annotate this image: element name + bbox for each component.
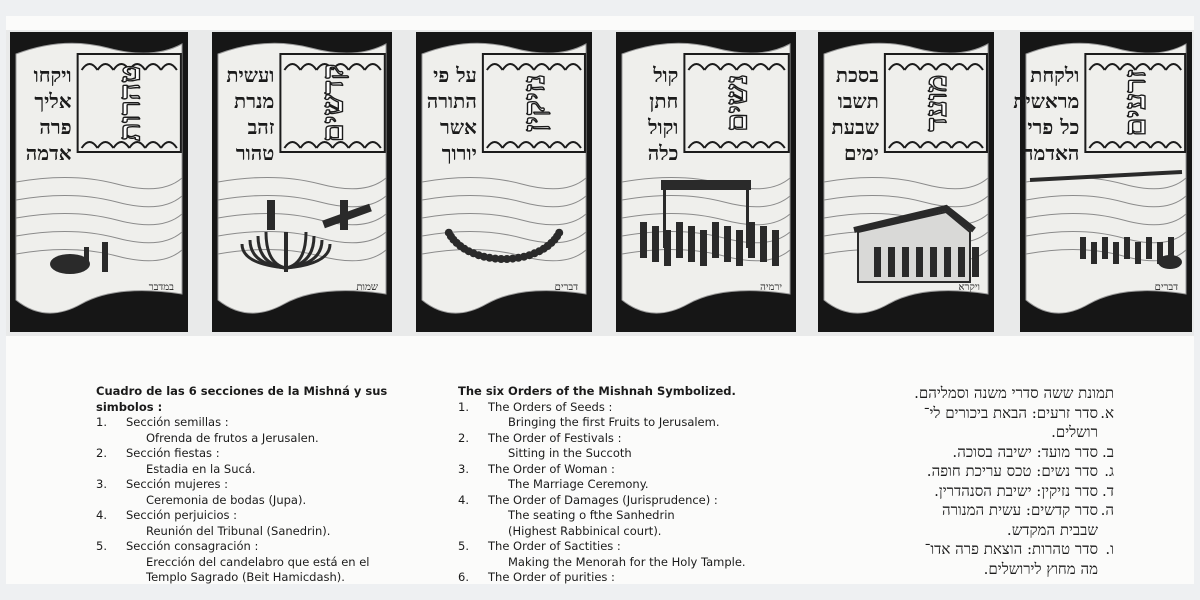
spanish-title-line1: Cuadro de las 6 secciones de la Mishná y sus [96,384,388,398]
panel-verse-word: שבעת [831,115,879,139]
hebrew-item-number: ו. [1105,540,1114,558]
spanish-item-number: 4. [96,508,107,522]
english-item [458,431,798,447]
panel-3 [416,32,592,332]
hebrew-item-text: סדר נשים: טכס עריכת חופה. [926,462,1098,480]
spanish-item-label: Sección semillas : [126,415,229,429]
panel-caption: שמות [356,282,378,293]
panel-big-title: מועד [918,74,954,132]
english-item-number: 4. [458,492,469,507]
hebrew-item-number: ג. [1104,462,1114,480]
hebrew-item-number: ד. [1102,481,1114,500]
hebrew-item-continuation: רושלים. [1051,423,1098,441]
hebrew-list [814,404,1114,580]
spanish-title-line2: simbolos : [96,399,163,414]
panel-verse-word: כלה [647,141,679,165]
spanish-item-label: Sección mujeres : [126,477,229,491]
english-item-description: The Marriage Ceremony. [508,477,649,491]
panel-verse-word: ימים [844,141,879,165]
hebrew-legend [814,384,1114,579]
spanish-legend [96,384,416,586]
hebrew-item-continuation: מה מחוץ לירושלים. [983,559,1098,578]
person-figure [102,242,108,272]
panel-verse-word: אשר [440,115,477,139]
panel-2 [212,32,392,332]
english-item [458,539,798,555]
hebrew-item [814,501,1114,521]
english-item-number: 1. [458,399,469,414]
panel-art [212,32,392,332]
panel-verse-word: קול [653,63,679,87]
panel-big-title: נשים [719,74,755,132]
panel-caption: דברים [554,282,578,293]
english-item [458,400,798,416]
panel-big-title: קדשים [315,63,351,143]
english-item-description: Making the Menorah for the Holy Tample. [508,554,746,569]
panel-verse-word: כל פרי [1027,115,1080,139]
spanish-item-description: Ceremonia de bodas (Jupa). [146,492,307,507]
english-item-label: The Order of Festivals : [488,430,622,445]
panel-verse-word: ועשית [226,63,275,87]
english-item-description: The seating o fthe Sanhedrin [508,508,675,522]
hebrew-item-number: ה. [1100,501,1114,519]
english-item [458,570,798,586]
spanish-item-number: 1. [96,415,107,429]
panel-caption: דברים [1154,282,1178,293]
hebrew-item-text: סדר מועד: ישיבה בסוכה. [952,442,1098,461]
panel-1 [10,32,188,332]
hebrew-item-text: סדר קדשים: עשית המנורה [941,501,1098,519]
panel-art [1013,32,1192,332]
panel-big-title: נזיקין [516,74,552,132]
panel-verse-word: מראשית [1013,89,1080,113]
spanish-item-number: 3. [96,477,107,491]
hebrew-item-number: א. [1100,403,1114,422]
hebrew-item-number: ב. [1102,442,1114,461]
hebrew-item [814,443,1114,463]
spanish-item-label: Sección consagración : [126,539,259,553]
spanish-item-description: Erección del candelabro que está en el [146,554,370,569]
spanish-item [96,446,416,462]
english-item-number: 5. [458,539,469,553]
hebrew-item-text: סדר טהרות: הוצאת פרה אדו־ [924,540,1098,558]
spanish-item-description: Templo Sagrado (Beit Hamicdash). [146,570,345,584]
panel-verse-word: פרה [39,115,72,139]
english-item-label: The Order of purities : [488,570,615,584]
panel-caption: ויקרא [958,282,980,293]
panel-big-title: טהרות [112,64,148,142]
panel-caption: ירמיה [760,282,782,293]
hebrew-item-continuation: שבבית המקדש. [1006,520,1098,539]
panel-verse-word: אליך [34,89,72,113]
panel-verse-word: מנרת [234,89,275,113]
english-title: The six Orders of the Mishnah Symbolized. [458,384,736,398]
panel-caption: במדבר [148,282,174,293]
panel-verse-word: האדמה [1022,141,1080,165]
panel-verse-word: ויקחו [33,63,72,87]
english-item-number: 3. [458,461,469,476]
hebrew-item-text: סדר זרעים: הבאת ביכורים לי־ [923,403,1098,422]
english-item [458,493,798,509]
panel-verse-word: תשבו [837,89,879,113]
spanish-item [96,415,416,431]
panel-verse-word: התורה [426,89,477,113]
panel-art [818,32,994,332]
panel-verse-word: אדמה [25,141,72,165]
english-item-description: Bringing the first Fruits to Jerusalem. [508,415,720,429]
spanish-item-number: 5. [96,539,107,553]
hebrew-item [814,404,1114,424]
english-item [458,462,798,478]
spanish-item-label: Sección perjuicios : [126,508,238,522]
hebrew-item [814,462,1114,482]
panel-verse-word: בסכת [835,63,879,87]
english-legend [458,384,798,586]
spanish-item [96,477,416,493]
english-item-label: The Order of Sactities : [488,539,621,553]
english-item-number: 2. [458,430,469,445]
spanish-list [96,415,416,586]
document-page [6,16,1194,584]
english-list [458,400,798,586]
panel-big-title: זרעים [1118,69,1154,137]
hebrew-title: תמונת ששה סדרי משנה וסמליהם. [914,384,1114,402]
panel-verse-word: זהב [247,115,275,139]
english-item-description: Sitting in the Succoth [508,446,632,460]
panel-verse-word: חתן [649,89,679,113]
panel-4 [616,32,796,332]
panel-verse-word: וקול [648,115,679,139]
panel-6 [1013,32,1192,332]
panel-verse-word: על פי [433,63,477,87]
spanish-item [96,539,416,555]
panel-art [616,32,796,332]
hebrew-item [814,540,1114,560]
panel-verse-word: ולקחת [1030,63,1080,87]
panel-verse-word: יורוך [441,141,477,165]
panel-verse-word: טהור [235,141,275,165]
english-item-number: 6. [458,570,469,584]
english-item-label: The Orders of Seeds : [488,399,613,414]
hebrew-item-text: סדר נזיקין: ישיבת הסנהדרין. [934,481,1098,500]
panel-art [416,32,592,332]
spanish-item-number: 2. [96,446,107,460]
hebrew-item [814,482,1114,502]
spanish-item-description: Estadia en la Sucá. [146,461,256,476]
spanish-item [96,508,416,524]
english-item-label: The Order of Damages (Jurisprudence) : [488,492,718,507]
spanish-item-description: Reunión del Tribunal (Sanedrin). [146,523,331,538]
spanish-item-description: Ofrenda de frutos a Jerusalen. [146,430,319,445]
panel-5 [818,32,994,332]
english-item-label: The Order of Woman : [488,461,615,476]
panel-art [10,32,188,332]
spanish-item-label: Sección fiestas : [126,446,220,460]
english-item-description: (Highest Rabbinical court). [508,523,662,538]
